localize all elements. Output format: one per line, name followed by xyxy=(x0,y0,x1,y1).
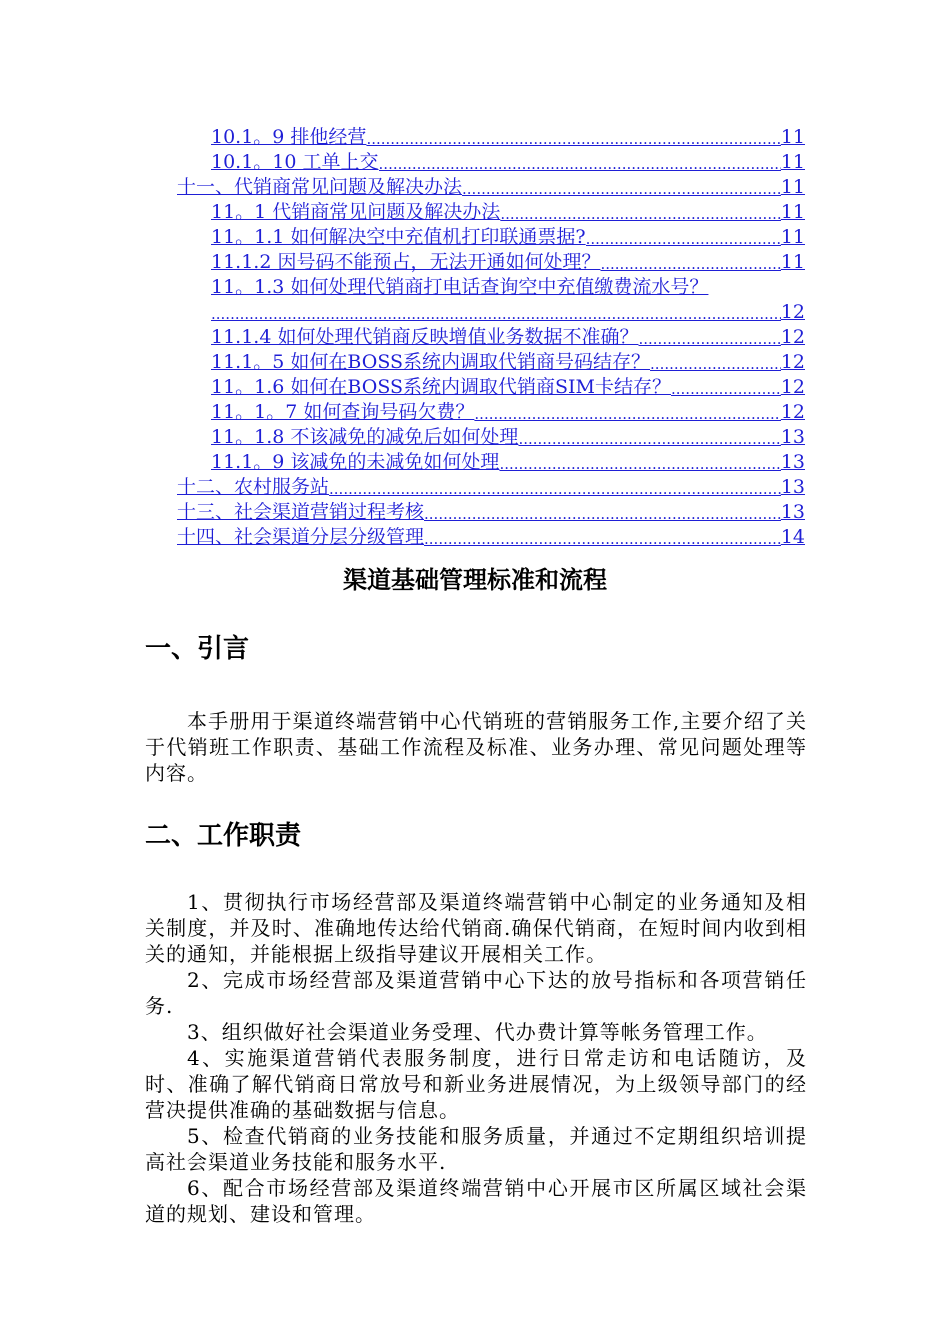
toc-entry[interactable] xyxy=(211,275,805,299)
toc-entry-page: 13 xyxy=(780,426,805,448)
duty-item: 2、完成市场经营部及渠道营销中心下达的放号指标和各项营销任务. xyxy=(145,968,807,1018)
toc-entry[interactable] xyxy=(177,500,805,524)
toc-entry[interactable] xyxy=(211,450,805,474)
toc-entry-title: 10.1。9 排他经营 xyxy=(211,126,367,148)
duty-item: 1、贯彻执行市场经营部及渠道终端营销中心制定的业务通知及相关制度，并及时、准确地传达给代销商.确保代销商，在短时间内收到相关的通知，并能根据上级指导建议开展相关工作。 xyxy=(145,890,807,966)
toc-entry-title: 11。1 代销商常见问题及解决办法 xyxy=(211,201,501,223)
toc-entry-page: 14 xyxy=(780,526,805,548)
toc-entry-page: 11 xyxy=(780,151,805,173)
toc-entry[interactable] xyxy=(211,125,805,149)
toc-entry[interactable] xyxy=(177,525,805,549)
toc-entry-title: 10.1。10 工单上交 xyxy=(211,151,379,173)
section-heading-duties: 二、工作职责 xyxy=(145,821,302,851)
toc-entry[interactable] xyxy=(211,225,805,249)
toc-entry[interactable] xyxy=(177,175,805,199)
toc-entry-page: 12 xyxy=(780,376,805,398)
toc-entry-page: 11 xyxy=(780,226,805,248)
toc-entry-title: 11.1.2 因号码不能预占，无法开通如何处理？ xyxy=(211,251,601,273)
duties-list xyxy=(145,889,807,1227)
toc-entry-page: 12 xyxy=(780,326,805,348)
toc-entry-title: 11。1。7 如何查询号码欠费？ xyxy=(211,401,475,423)
toc-entry[interactable] xyxy=(211,250,805,274)
toc-entry[interactable] xyxy=(211,150,805,174)
toc-entry-title: 11.1。9 该减免的未减免如何处理 xyxy=(211,451,500,473)
toc-entry-page: 13 xyxy=(780,501,805,523)
duty-item: 6、配合市场经营部及渠道终端营销中心开展市区所属区域社会渠道的规划、建设和管理。 xyxy=(145,1176,807,1226)
toc-entry-title: 十二、农村服务站 xyxy=(177,476,330,498)
duty-item: 4、实施渠道营销代表服务制度，进行日常走访和电话随访，及时、准确了解代销商日常放号和新业务进展情况，为上级领导部门的经营决提供准确的基础数据与信息。 xyxy=(145,1046,807,1122)
toc-entry-page: 11 xyxy=(780,176,805,198)
duty-item: 3、组织做好社会渠道业务受理、代办费计算等帐务管理工作。 xyxy=(187,1020,768,1044)
toc-entry-title: 十四、社会渠道分层分级管理 xyxy=(177,526,425,548)
introduction-paragraph: 本手册用于渠道终端营销中心代销班的营销服务工作,主要介绍了关于代销班工作职责、基础工作流程及标准、业务办理、常见问题处理等内容。 xyxy=(145,709,807,785)
toc-entry-title: 11。1.3 如何处理代销商打电话查询空中充值缴费流水号？ xyxy=(211,276,709,298)
toc-entry-title: 11。1.6 如何在BOSS系统内调取代销商SIM卡结存？ xyxy=(211,376,671,398)
toc-entry[interactable] xyxy=(211,350,805,374)
toc-entry[interactable] xyxy=(211,375,805,399)
toc-entry[interactable] xyxy=(211,325,805,349)
toc-entry-page: 12 xyxy=(780,301,805,323)
toc-entry[interactable] xyxy=(177,475,805,499)
toc-entry-page: 11 xyxy=(780,201,805,223)
duty-item: 5、检查代销商的业务技能和服务质量，并通过不定期组织培训提高社会渠道业务技能和服务水平. xyxy=(145,1124,807,1174)
toc-entry-page: 13 xyxy=(780,451,805,473)
toc-entry-title: 十一、代销商常见问题及解决办法 xyxy=(177,176,463,198)
section-heading-introduction: 一、引言 xyxy=(145,634,250,664)
toc-entry[interactable] xyxy=(211,200,805,224)
toc-entry-continued[interactable] xyxy=(211,300,805,324)
toc-entry-page: 12 xyxy=(780,351,805,373)
document-title: 渠道基础管理标准和流程 xyxy=(343,566,607,594)
toc-entry-title: 11。1.1 如何解决空中充值机打印联通票据? xyxy=(211,226,586,248)
toc-entry-page: 11 xyxy=(780,251,805,273)
toc-entry-title: 11.1.4 如何处理代销商反映增值业务数据不准确？ xyxy=(211,326,639,348)
toc-entry-page: 11 xyxy=(780,126,805,148)
toc-entry[interactable] xyxy=(211,425,805,449)
toc-entry-page: 12 xyxy=(780,401,805,423)
toc-entry-title: 11.1。5 如何在BOSS系统内调取代销商号码结存？ xyxy=(211,351,651,373)
toc-entry-title: 十三、社会渠道营销过程考核 xyxy=(177,501,425,523)
toc-entry-title: 11。1.8 不该减免的减免后如何处理 xyxy=(211,426,519,448)
toc-entry-page: 13 xyxy=(780,476,805,498)
toc-entry[interactable] xyxy=(211,400,805,424)
